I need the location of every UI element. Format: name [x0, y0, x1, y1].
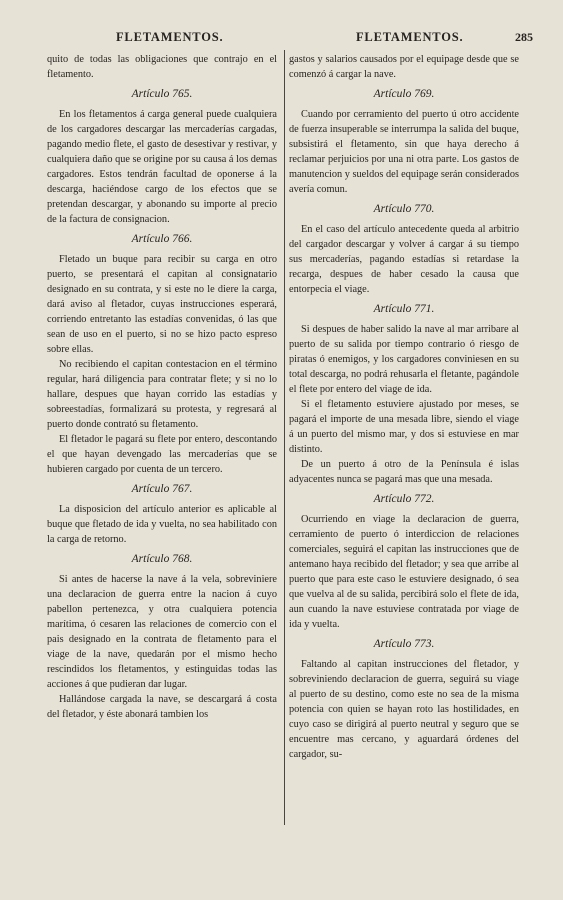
article-heading: Artículo 770.	[373, 203, 435, 215]
article-heading: Artículo 769.	[373, 88, 435, 100]
paragraph: Fletado un buque para recibir su carga en otro puerto, se presentará el capitan al consignatario designado en su contrata, y si este no le diere la carga, dará aviso al fletador, cuyas instrucciones esperará, corriendo entretanto las estadías convenidas, ó las que sean de uso en el puerto, si no se hizo pacto espreso sobre ellas.	[47, 254, 277, 355]
paragraph: No recibiendo el capitan contestacion en el término regular, hará diligencia para contratar flete; y si no lo hallare, despues que hayan corrido las estadías y sobreestadías, formalizará su protesta, y regresará al puerto donde contrató su fletamento.	[47, 359, 277, 430]
paragraph: Cuando por cerramiento del puerto ú otro accidente de fuerza insuperable se interrumpa la salida del buque, subsistirá el fletamento, sin que haya derecho á reclamar perjuicios por una ni otra parte. Los gastos de manutencion y sueldos del equipage serán considerados avería comun.	[289, 109, 519, 195]
paragraph: Faltando al capitan instrucciones del fletador, y sobreviniendo declaracion de guerra, seguirá su viage al puerto de su destino, como este no sea de la misma potencia con quien se hayan roto las hostilidades, en cuyo caso se dirigirá al puerto neutral y seguro que se encuentre mas cercano, y aguardará órdenes del cargador, su-	[289, 659, 519, 760]
paragraph: El fletador le pagará su flete por entero, descontando el que hayan devengado las mercaderías que se hubieren cargado por cuenta de un tercero.	[47, 434, 277, 475]
paragraph: Hallándose cargada la nave, se descargará á costa del fletador, y éste abonará tambien los	[47, 694, 277, 720]
article-heading: Artículo 768.	[131, 553, 193, 565]
paragraph: Ocurriendo en viage la declaracion de guerra, cerramiento de puerto ó interdiccion de relaciones comerciales, seguirá el capitan las instrucciones que de antemano haya recibido del fletador; y sea que arribe al puerto que para este caso le estuviere designado, ó sea que vuelva al de su salida, percibirá solo el flete de ida, aun cuando la nave estuviese contratada por viage de ida y vuelta.	[289, 514, 519, 630]
paragraph: De un puerto á otro de la Península é islas adyacentes nunca se pagará mas que una mesada.	[289, 459, 519, 485]
paragraph: En los fletamentos á carga general puede cualquiera de los cargadores descargar las mercaderías cargadas, pagando medio flete, el gasto de desestivar y restivar, y cualquiera daño que se origine por su causa á los demas cargadores. Estos tendrán facultad de oponerse á la descarga, haciéndose cargo de los efectos que se pretendan descargar, y abonando su importe al precio de la factura de consignacion.	[47, 109, 277, 225]
paragraph: En el caso del artículo antecedente queda al arbitrio del cargador descargar y volver á cargar á su tiempo sus mercaderías, pagando estadías si retardase la recarga, despues de haber cesado la causa que entorpecia el viage.	[289, 224, 519, 295]
page-number: 285	[515, 30, 533, 44]
header-title-right: FLETAMENTOS.	[356, 30, 464, 44]
article-heading: Artículo 772.	[373, 493, 435, 505]
header-title-left: FLETAMENTOS.	[116, 30, 224, 44]
left-column	[47, 52, 277, 722]
paragraph: Si despues de haber salido la nave al mar arribare al puerto de su salida por tiempo contrario ó riesgo de piratas ó enemigos, y los cargadores conviniesen en su total descarga, no podrá rehusarla el fletante, pagándole el flete por entero del viage de ida.	[289, 324, 519, 395]
article-heading: Artículo 765.	[131, 88, 193, 100]
article-heading: Artículo 766.	[131, 233, 193, 245]
paragraph: Si el fletamento estuviere ajustado por meses, se pagará el importe de una mesada libre, siendo el viage á un puerto del mismo mar, y dos si estuviese en mar distinto.	[289, 399, 519, 455]
running-header	[46, 30, 533, 52]
paragraph: gastos y salarios causados por el equipage desde que se comenzó á cargar la nave.	[289, 54, 519, 80]
right-column	[289, 52, 519, 762]
article-heading: Artículo 767.	[131, 483, 193, 495]
article-heading: Artículo 773.	[373, 638, 435, 650]
column-divider	[284, 50, 285, 825]
paragraph: Si antes de hacerse la nave á la vela, sobreviniere una declaracion de guerra entre la nacion á cuyo pabellon pertenezca, y otra cualquiera potencia marítima, ó cesaren las relaciones de comercio con el pais designado en la contrata de fletamento para el viage de la nave, quedarán por el mismo hecho rescindidos los fletamentos, y estinguidas todas las acciones á que pudieran dar lugar.	[47, 574, 277, 690]
article-heading: Artículo 771.	[373, 303, 435, 315]
paragraph: quito de todas las obligaciones que contrajo en el fletamento.	[47, 54, 277, 80]
paragraph: La disposicion del artículo anterior es aplicable al buque que fletado de ida y vuelta, no sea habilitado con la carga de retorno.	[47, 504, 277, 545]
